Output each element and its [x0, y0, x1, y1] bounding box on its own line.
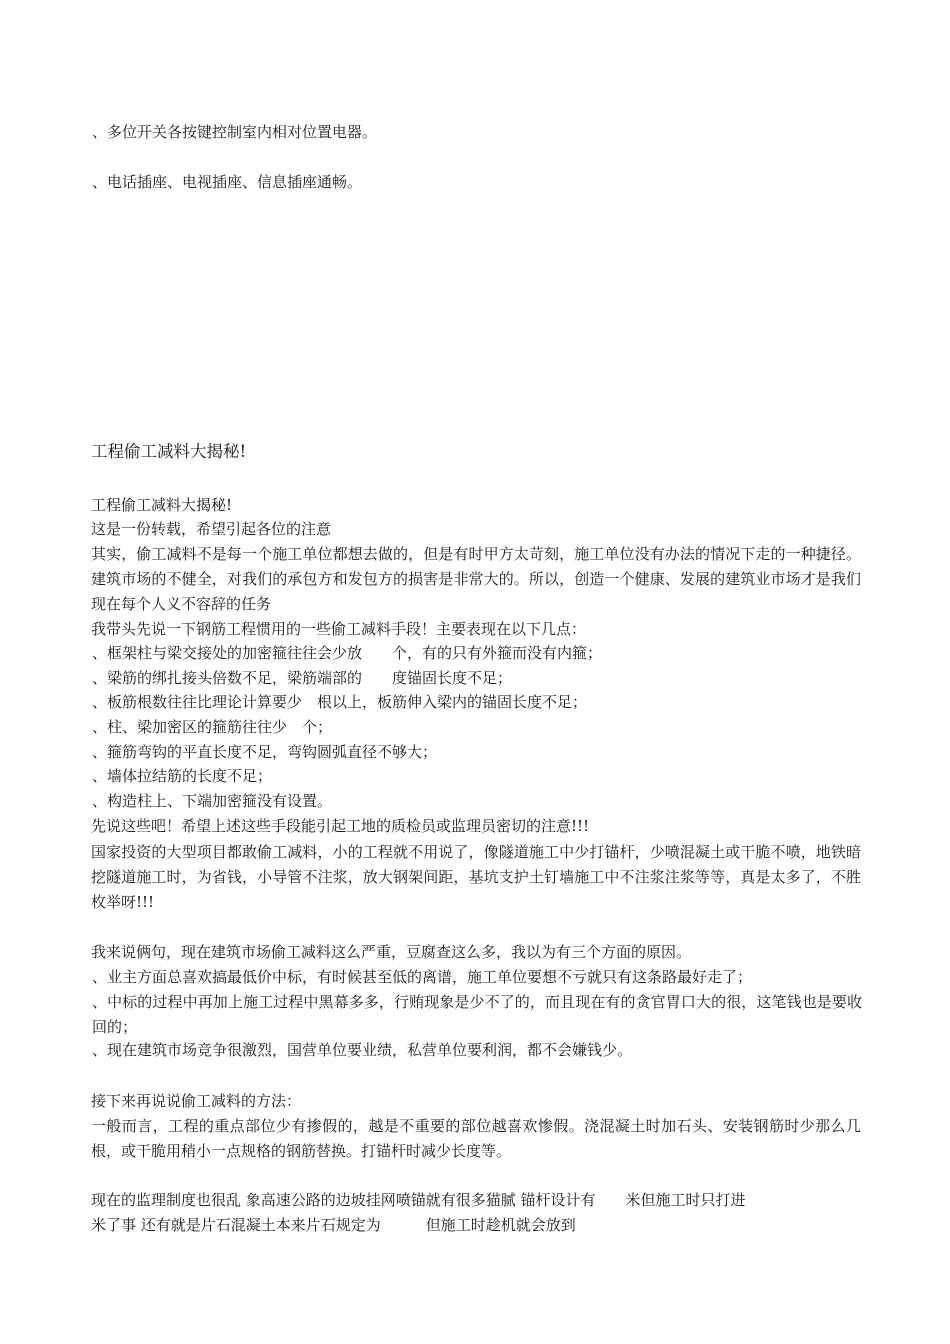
- list-item: 、梁筋的绑扎接头倍数不足，梁筋端部的 度锚固长度不足；: [92, 669, 513, 687]
- page-title: 工程偷工减料大揭秘!: [91, 442, 247, 461]
- reason-1: 、业主方面总喜欢搞最低价中标，有时候甚至低的离谱，施工单位要想不亏就只有这条路最好走了；: [92, 968, 753, 986]
- list-intro: 我带头先说一下钢筋工程惯用的一些偷工减料手段！主要表现在以下几点：: [91, 620, 587, 638]
- list-item: 、构造柱上、下端加密箍没有设置。: [92, 792, 333, 810]
- list-item: 、板筋根数往往比理论计算要少 根以上，板筋伸入梁内的锚固长度不足；: [92, 693, 588, 711]
- reason-2: 、中标的过程中再加上施工过程中黑幕多多，行贿现象是少不了的，而且现在有的贪官胃口大的很，这笔钱也是要收回的；: [92, 993, 862, 1036]
- top-bullet-2: 、电话插座、电视插座、信息插座通畅。: [92, 173, 363, 191]
- last-line-2: 米了事 还有就是片石混凝土本来片石规定为 但施工时趁机就会放到: [91, 1216, 576, 1234]
- list-item: 、柱、梁加密区的箍筋往往少 个；: [92, 718, 333, 736]
- top-bullet-1: 、多位开关各按键控制室内相对位置电器。: [92, 123, 378, 141]
- paragraph-1: 其实，偷工减料不是每一个施工单位都想去做的，但是有时甲方太苛刻，施工单位没有办法的情况下走的一种捷径。建筑市场的不健全，对我们的承包方和发包方的损害是非常大的。所以，创造一个健康、发展的建筑业市场才是我们现在每个人义不容辞的任务: [91, 545, 861, 613]
- article-subtitle: 工程偷工减料大揭秘!: [91, 496, 233, 514]
- last-line-1: 现在的监理制度也很乱 象高速公路的边坡挂网喷锚就有很多猫腻 锚杆设计有 米但施工时只打进: [91, 1191, 746, 1209]
- methods-intro: 接下来再说说偷工减料的方法：: [91, 1092, 302, 1110]
- article-intro: 这是一份转载，希望引起各位的注意: [91, 520, 332, 538]
- list-item: 、框架柱与梁交接处的加密箍往往会少放 个，有的只有外箍而没有内箍；: [92, 644, 603, 662]
- list-item: 、墙体拉结筋的长度不足；: [92, 767, 273, 785]
- list-outro: 先说这些吧！希望上述这些手段能引起工地的质检员或监理员密切的注意!!!: [91, 817, 590, 835]
- paragraph-2: 国家投资的大型项目都敢偷工减料，小的工程就不用说了，像隧道施工中少打锚杆，少喷混凝土或干脆不喷，地铁暗挖隧道施工时，为省钱，小导管不注浆，放大钢架间距，基坑支护土钉墙施工中不注浆注浆等等，真是太多了，不胜枚举呀!!!: [91, 843, 861, 911]
- reasons-intro: 我来说俩句，现在建筑市场偷工减料这么严重，豆腐查这么多，我以为有三个方面的原因。: [91, 943, 692, 961]
- list-item: 、箍筋弯钩的平直长度不足，弯钩圆弧直径不够大；: [92, 743, 438, 761]
- reason-3: 、现在建筑市场竞争很激烈，国营单位要业绩，私营单位要利润，都不会嫌钱少。: [92, 1041, 633, 1059]
- methods-paragraph: 一般而言，工程的重点部位少有掺假的，越是不重要的部位越喜欢惨假。浇混凝土时加石头、安装钢筋时少那么几根，或干脆用稍小一点规格的钢筋替换。打锚杆时减少长度等。: [91, 1117, 861, 1160]
